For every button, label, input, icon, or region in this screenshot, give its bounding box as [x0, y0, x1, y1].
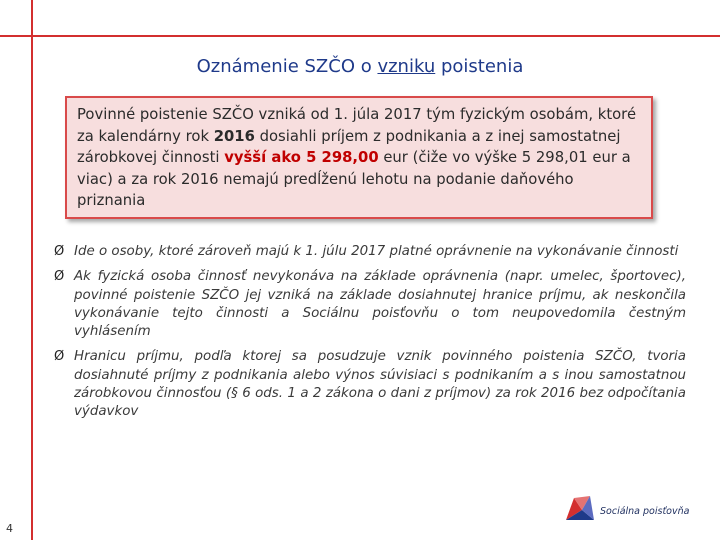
horizontal-accent-line — [0, 35, 720, 37]
arrow-bullet-icon: Ø — [54, 244, 65, 259]
arrow-bullet-icon: Ø — [54, 349, 65, 365]
box-bold-year: 2016 — [213, 127, 255, 145]
bullet-text: Ak fyzická osoba činnosť nevykonáva na základe oprávnenia (napr. umelec, športovec), povinné poistenie SZČO jej vzniká na základe dosiahnutej hranice príjmu, ak neskončila vykonávanie tejto činnosti a Sociálnu poisťovňu o tom neupovedomila čestným vyhlásením — [74, 269, 686, 340]
bullet-item — [54, 268, 686, 341]
box-text-2: dosiahli príjem z podnikania a z inej samostatnej zárobkovej činnosti — [77, 127, 621, 166]
box-red-amount: vyšší ako 5 298,00 — [224, 149, 379, 166]
bullet-list — [54, 243, 686, 429]
page-number: 4 — [6, 522, 13, 535]
arrow-bullet-icon: Ø — [54, 269, 65, 285]
bullet-text: Ide o osoby, ktoré zároveň majú k 1. júlu 2017 platné oprávnenie na vykonávanie činnosti — [74, 244, 679, 259]
title-post: poistenia — [435, 56, 524, 77]
highlight-box — [65, 96, 653, 219]
box-text-3: eur (čiže vo výške 5 298,01 eur a viac) a za rok 2016 nemajú predĺženú lehotu na podanie daňového priznania — [77, 149, 631, 209]
title-pre: Oznámenie SZČO o — [196, 56, 378, 77]
bullet-item — [54, 348, 686, 421]
box-text-1: Povinné poistenie SZČO vzniká od 1. júla 2017 tým fyzickým osobám, ktoré za kalendárny rok — [77, 106, 637, 145]
bullet-text: Hranicu príjmu, podľa ktorej sa posudzuje vznik povinného poistenia SZČO, tvoria dosiahnuté príjmy z podnikania alebo výnos súvisiaci s podnikaním a s inou samostatnou zárobkovou činnosťou (§ 6 ods. 1 a 2 zákona o dani z príjmov) za rok 2016 bez odpočítania výdavkov — [74, 349, 686, 420]
vertical-accent-line — [31, 0, 33, 540]
bullet-item — [54, 243, 686, 261]
logo-text: Sociálna poisťovňa — [600, 506, 690, 517]
social-insurance-logo-icon — [560, 490, 600, 530]
page-title — [0, 56, 720, 77]
title-underlined-word: vzniku — [377, 56, 436, 77]
